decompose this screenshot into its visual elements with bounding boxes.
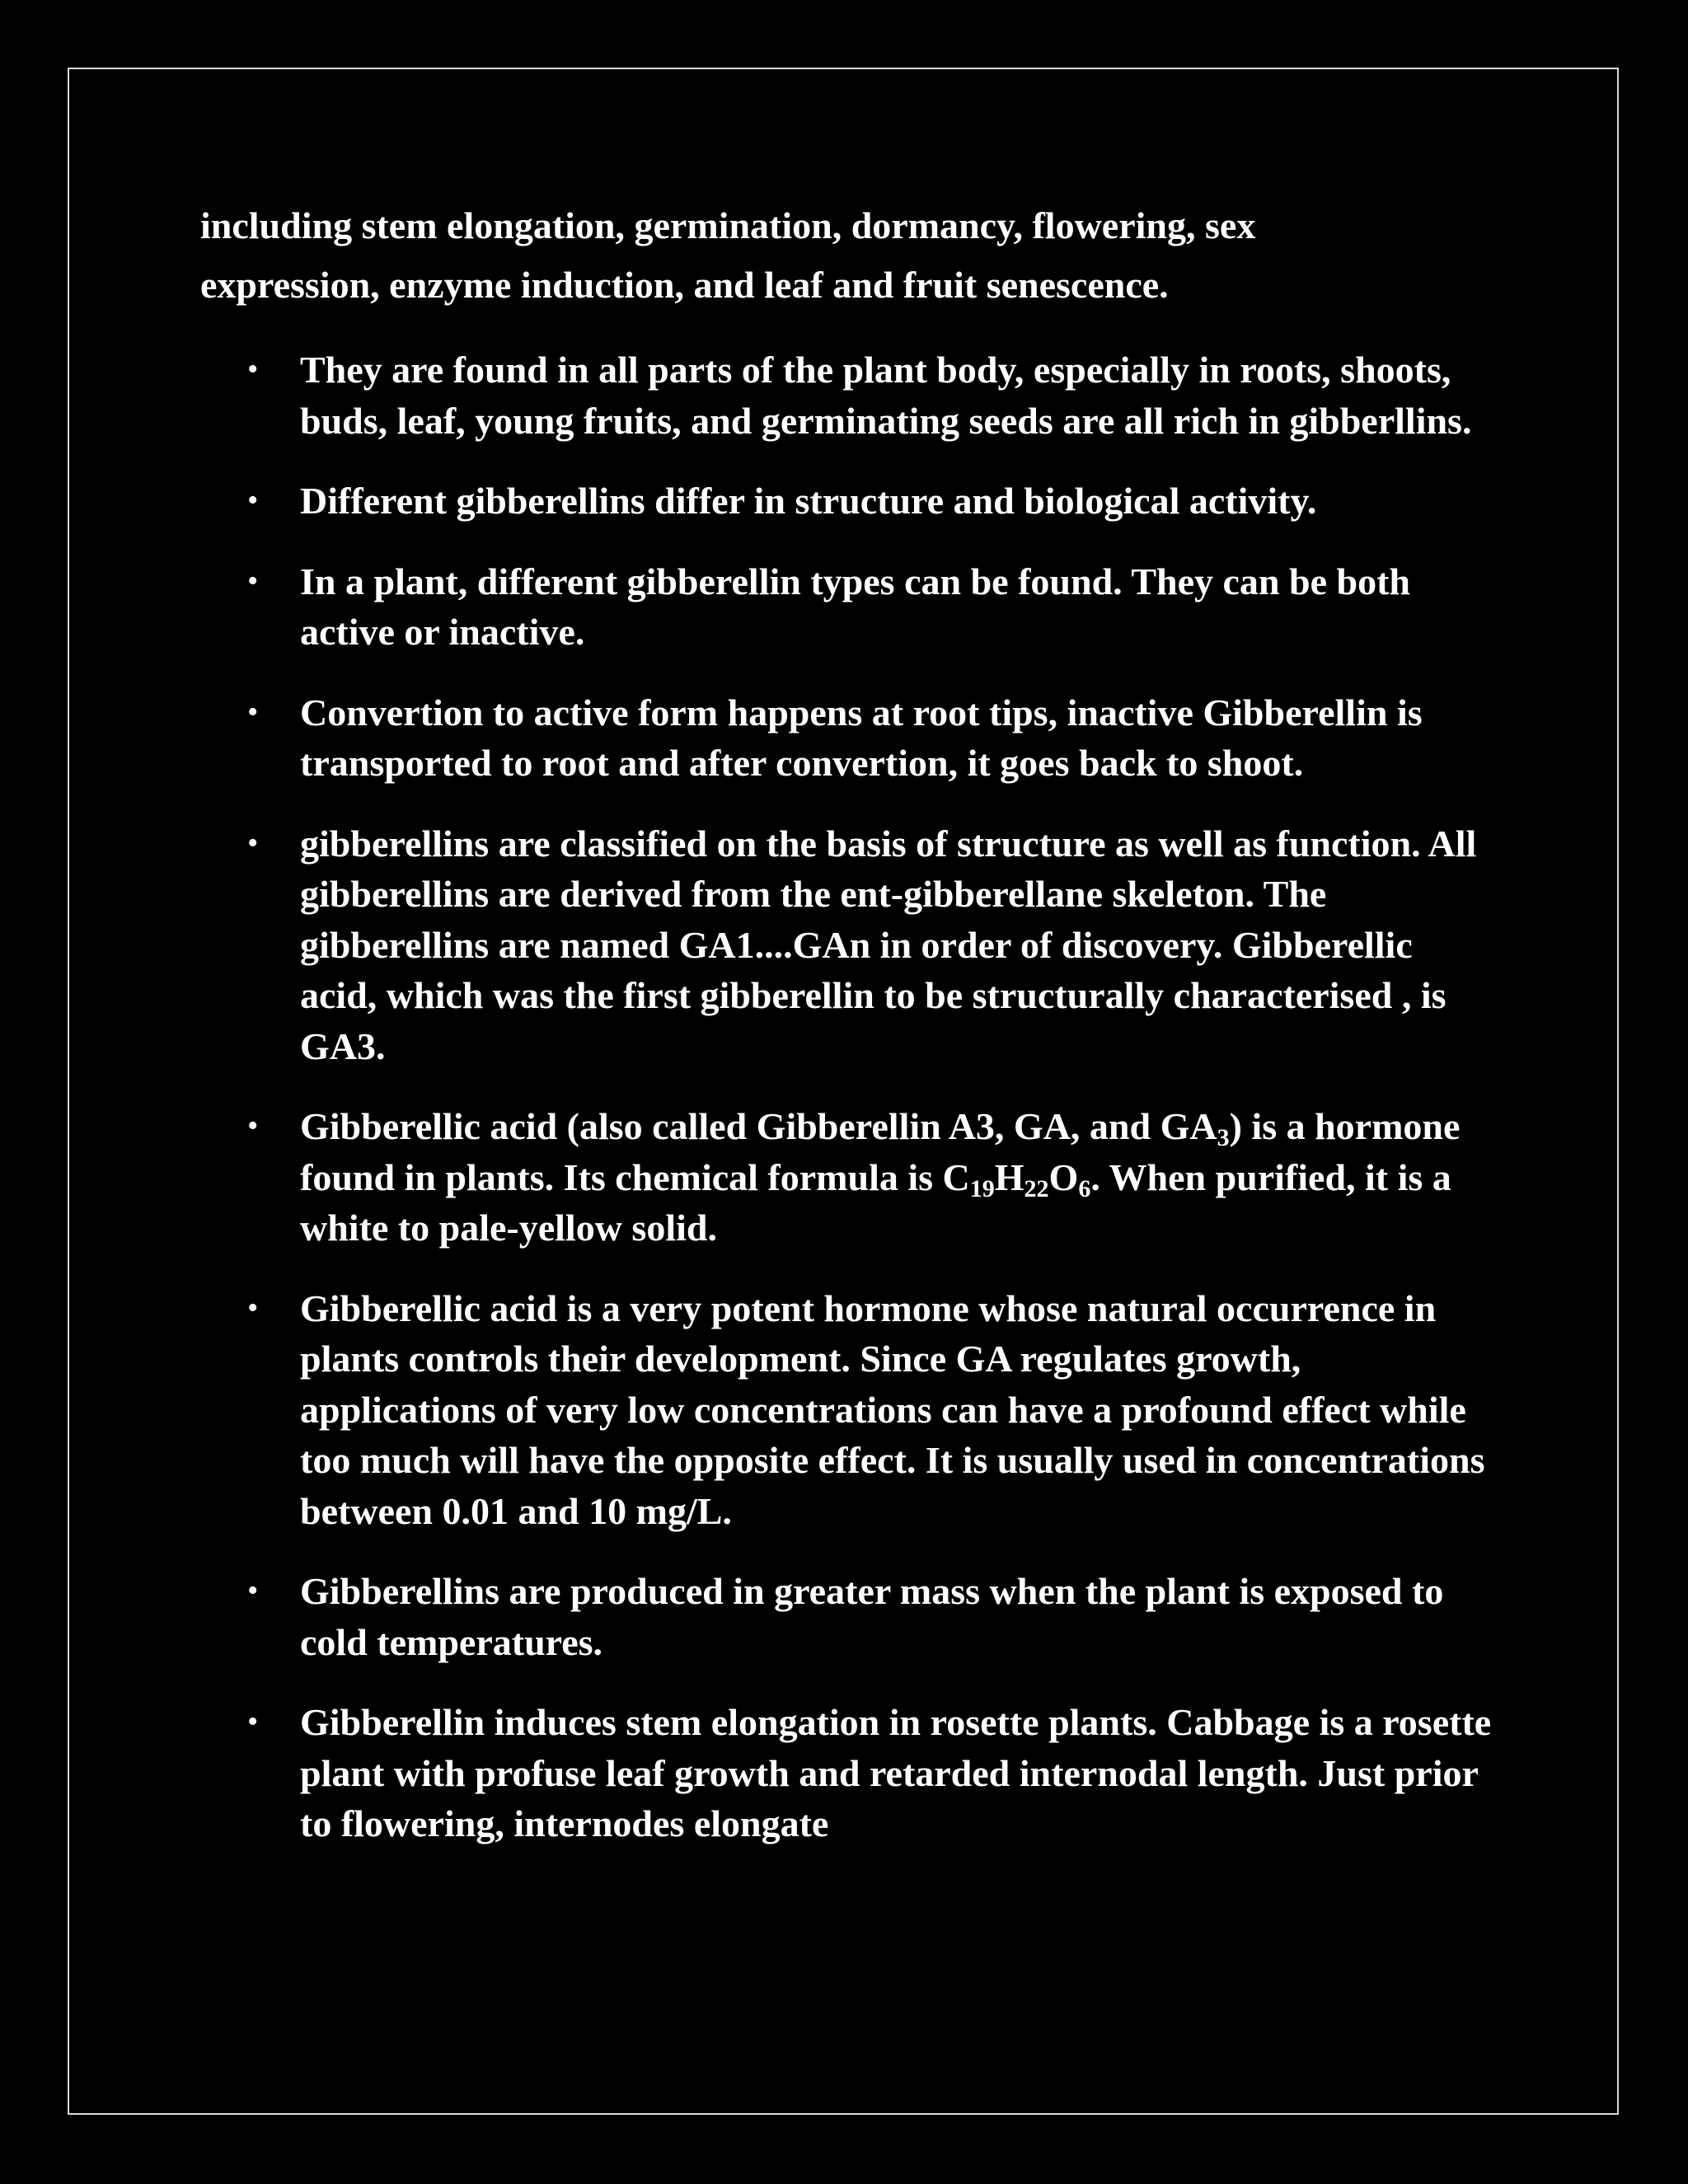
bullet-text [300,1105,1460,1249]
bullet-item-potent-hormone [200,1283,1494,1537]
bullet-icon: • [247,352,259,387]
intro-line-2: expression, enzyme induction, and leaf and fruit senescence. [200,264,1169,306]
intro-paragraph [200,196,1494,315]
bullet-text: gibberellins are classified on the basis of structure as well as function. All gibberellins are derived from the ent-gibberellane skeleton. The gibberellins are named GA1....GAn in order of discovery. Gibberellic acid, which was the first gibberellin to be structurally characterised , is GA3. [300,822,1477,1067]
bullet-icon: • [247,825,259,860]
bullet-text: They are found in all parts of the plant body, especially in roots, shoots, buds, leaf, young fruits, and germinating seeds are all rich in gibberllins. [300,349,1472,442]
bullet-text: Different gibberellins differ in structure and biological activity. [300,480,1317,522]
subscript: 19 [969,1174,995,1202]
subscript: 6 [1078,1174,1091,1202]
bullet-icon: • [247,1290,259,1325]
document-body [200,196,1494,1879]
bullet-icon: • [247,694,259,729]
formula-text-part: Gibberellic acid (also called Gibberellin A3, GA, and GA [300,1105,1217,1147]
bullet-icon: • [247,1108,259,1143]
intro-line-1: including stem elongation, germination, dormancy, flowering, sex [200,204,1256,246]
bullet-text: Gibberellins are produced in greater mass when the plant is exposed to cold temperatures. [300,1570,1444,1663]
bullet-item-gibberellic-acid-formula [200,1101,1494,1254]
bullet-icon: • [247,483,259,518]
bullet-item-convertion-root-tips [200,687,1494,789]
bullet-list [200,344,1494,1849]
subscript: 22 [1024,1174,1049,1202]
bullet-item-differ-in-structure [200,476,1494,527]
formula-text-part: ) is a hormone found in plants. Its chemical formula is C [300,1105,1461,1198]
bullet-item-found-in-plant-body [200,344,1494,446]
formula-text-part: . When purified, it is a white to pale-yellow solid. [300,1155,1451,1249]
bullet-text: Gibberellic acid is a very potent hormone whose natural occurrence in plants controls their development. Since GA regulates growth, applications of very low concentrations can have a profound effect while too much will have the opposite effect. It is usually used in concentrations between 0.01 and 10 mg/L. [300,1286,1485,1532]
bullet-text: In a plant, different gibberellin types can be found. They can be both active or inactive. [300,560,1410,653]
formula-text-part: O [1048,1155,1079,1198]
bullet-text: Gibberellin induces stem elongation in rosette plants. Cabbage is a rosette plant with profuse leaf growth and retarded internodal length. Just prior to flowering, internodes elongate [300,1701,1492,1844]
bullet-item-classification [200,818,1494,1072]
bullet-item-rosette-plants [200,1697,1494,1849]
bullet-item-types-active-inactive [200,556,1494,658]
bullet-text: Convertion to active form happens at root tips, inactive Gibberellin is transported to root and after convertion, it goes back to shoot. [300,691,1423,784]
bullet-icon: • [247,563,259,598]
bullet-item-cold-temperatures [200,1566,1494,1667]
formula-text-part: H [994,1155,1025,1198]
bullet-icon: • [247,1704,259,1739]
bullet-icon: • [247,1573,259,1608]
subscript: 3 [1217,1124,1230,1151]
